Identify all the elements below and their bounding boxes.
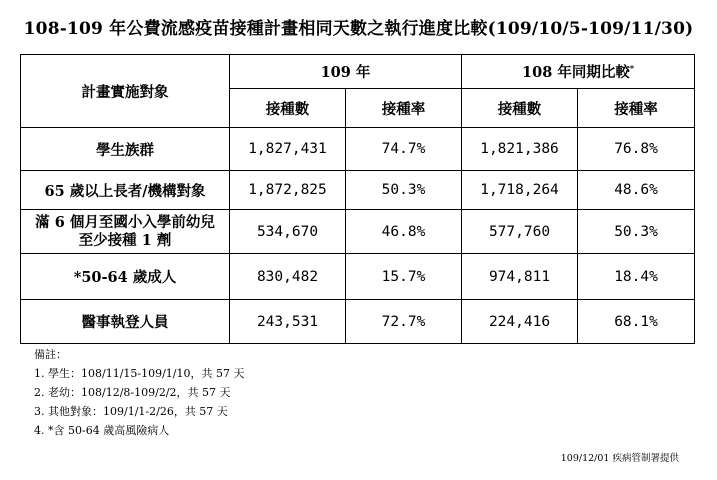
rate-109-cell: 50.3% [346,171,462,210]
note-item: 2. 老幼：108/12/8-109/2/2，共 57 天 [34,386,231,399]
table-row [21,128,695,171]
col-header-rate-108: 接種率 [578,89,695,128]
note-item: 4. *含 50-64 歲高風險病人 [34,424,170,437]
target-line-1: 滿 6 個月至國小入學前幼兒 [35,213,215,231]
rate-109-cell: 46.8% [346,210,462,254]
group-header-108-marker: * [629,63,635,74]
col-header-rate-109: 接種率 [346,89,462,128]
count-109-cell: 830,482 [230,254,346,300]
group-header-108 [462,55,695,89]
count-108-cell: 1,718,264 [462,171,578,210]
notes-section [34,345,245,440]
count-108-cell: 224,416 [462,300,578,344]
group-header-109: 109 年 [230,55,462,89]
rate-108-cell: 50.3% [578,210,695,254]
target-cell: 醫事執登人員 [21,300,230,344]
vaccination-comparison-table [20,54,695,344]
count-108-cell: 1,821,386 [462,128,578,171]
count-109-cell: 1,872,825 [230,171,346,210]
rate-108-cell: 18.4% [578,254,695,300]
note-item: 3. 其他對象：109/1/1-2/26，共 57 天 [34,405,228,418]
rate-108-cell: 68.1% [578,300,695,344]
col-header-count-108: 接種數 [462,89,578,128]
table-row [21,171,695,210]
document-title: 108-109 年公費流感疫苗接種計畫相同天數之執行進度比較(109/10/5-109/11/30) [23,19,694,39]
count-108-cell: 577,760 [462,210,578,254]
target-cell [21,210,230,254]
table-row [21,210,695,254]
count-109-cell: 1,827,431 [230,128,346,171]
count-108-cell: 974,811 [462,254,578,300]
count-109-cell: 534,670 [230,210,346,254]
source-footer: 109/12/01 疾病管制署提供 [560,453,679,464]
row-header-cell: 計畫實施對象 [21,55,230,128]
table-row [21,254,695,300]
target-cell: *50-64 歲成人 [21,254,230,300]
target-line-2: 至少接種 1 劑 [78,231,172,249]
target-cell: 學生族群 [21,128,230,171]
col-header-count-109: 接種數 [230,89,346,128]
notes-heading: 備註： [34,348,67,361]
count-109-cell: 243,531 [230,300,346,344]
rate-109-cell: 74.7% [346,128,462,171]
table-row [21,300,695,344]
rate-109-cell: 15.7% [346,254,462,300]
group-header-108-label: 108 年同期比較 [522,64,630,81]
rate-109-cell: 72.7% [346,300,462,344]
rate-108-cell: 48.6% [578,171,695,210]
rate-108-cell: 76.8% [578,128,695,171]
note-item: 1. 學生：108/11/15-109/1/10，共 57 天 [34,367,245,380]
target-cell: 65 歲以上長者/機構對象 [21,171,230,210]
